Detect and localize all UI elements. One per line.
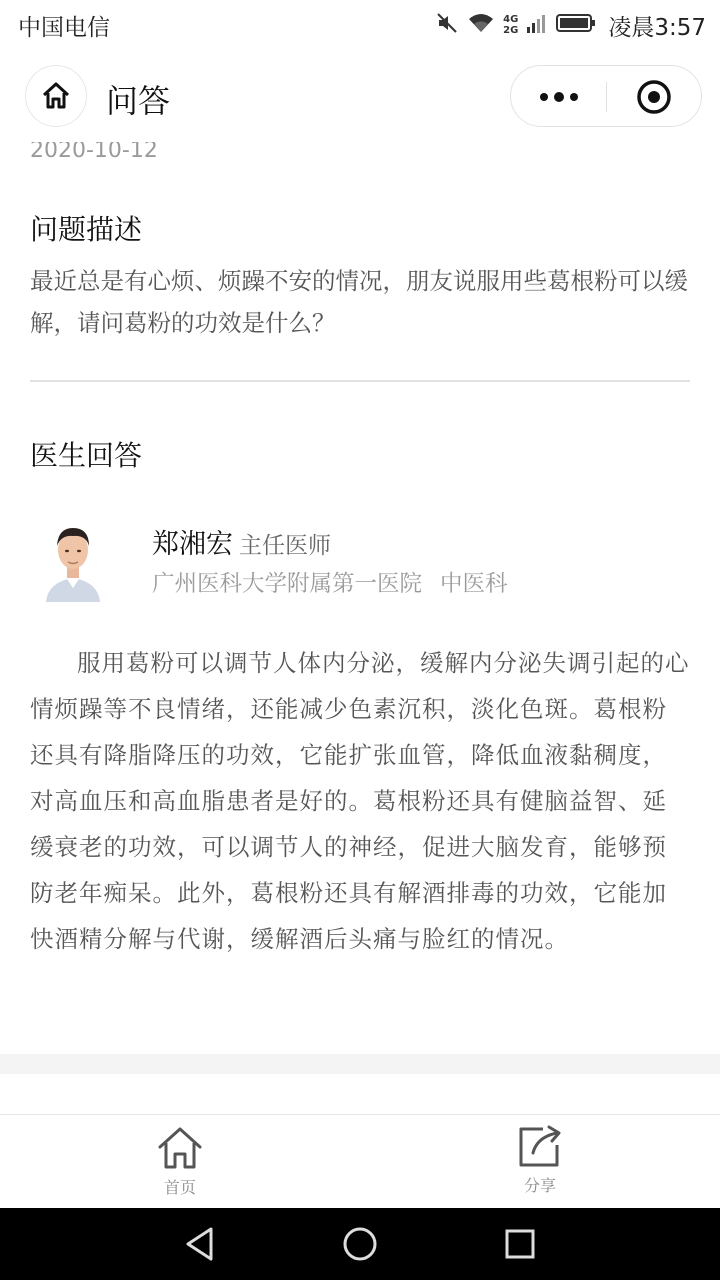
- section-divider: [30, 380, 690, 382]
- back-button[interactable]: [180, 1224, 220, 1264]
- home-circle-icon: [342, 1226, 378, 1262]
- answer-text: 服用葛粉可以调节人体内分泌，缓解内分泌失调引起的心情烦躁等不良情绪，还能减少色素沉积，淡化色斑。葛根粉还具有降脂降压的功效，它能扩张血管，降低血液黏稠度，对高血压和高血脂患者是好的。葛根粉还具有健脑益智、延缓衰老的功效，可以调节人的神经，促进大脑发育，能够预防老年痴呆。此外，葛根粉还具有解酒排毒的功效，它能加快酒精分解与代谢，缓解酒后头痛与脸红的情况。: [30, 649, 690, 953]
- question-heading: 问题描述: [30, 213, 143, 246]
- back-triangle-icon: [183, 1226, 217, 1262]
- recents-button[interactable]: [500, 1224, 540, 1264]
- tab-share[interactable]: [480, 1125, 600, 1205]
- target-circle-icon: [636, 79, 672, 115]
- status-icons: [435, 8, 706, 42]
- home-outline-icon: [156, 1125, 204, 1171]
- tab-share-label: 分享: [523, 1176, 556, 1195]
- close-button[interactable]: [635, 78, 673, 116]
- network-type: 4G 2G: [503, 14, 519, 36]
- tab-bar: [0, 1114, 720, 1208]
- question-description: 最近总是有心烦、烦躁不安的情况，朋友说服用些葛根粉可以缓解，请问葛粉的功效是什么？: [30, 267, 688, 337]
- share-icon: [517, 1125, 563, 1169]
- capsule-divider: [606, 82, 607, 112]
- carrier-name: 中国电信: [18, 15, 110, 41]
- home-button[interactable]: [25, 65, 87, 127]
- tab-home-label: 首页: [163, 1178, 196, 1197]
- doctor-hospital: 广州医科大学附属第一医院: [152, 571, 423, 597]
- recents-square-icon: [504, 1228, 536, 1260]
- mute-icon: [435, 11, 459, 39]
- nav-bar: [0, 50, 720, 142]
- doctor-title: 主任医师: [239, 533, 331, 559]
- content-area[interactable]: [0, 142, 720, 1115]
- signal-icon: [526, 12, 548, 38]
- question-date: 2020-10-12: [30, 142, 158, 163]
- doctor-affiliation: [152, 566, 508, 598]
- home-icon: [40, 80, 72, 112]
- page-title: 问答: [106, 82, 171, 120]
- doctor-avatar: [42, 518, 104, 602]
- more-button[interactable]: [536, 84, 582, 110]
- doctor-card[interactable]: [30, 514, 690, 604]
- section-spacer: [0, 1054, 720, 1074]
- clock: 凌晨3:57: [608, 14, 706, 41]
- wifi-icon: [467, 12, 495, 38]
- system-nav-bar: [0, 1208, 720, 1280]
- capsule-menu: [510, 65, 702, 127]
- tab-home[interactable]: [120, 1125, 240, 1205]
- battery-icon: [556, 12, 596, 38]
- answer-heading: 医生回答: [30, 439, 143, 472]
- home-system-button[interactable]: [340, 1224, 380, 1264]
- more-dots-icon: [539, 92, 579, 102]
- doctor-name: 郑湘宏: [152, 529, 233, 560]
- doctor-department: 中医科: [440, 571, 508, 597]
- status-bar: [0, 0, 720, 50]
- doctor-name-line: [152, 522, 331, 561]
